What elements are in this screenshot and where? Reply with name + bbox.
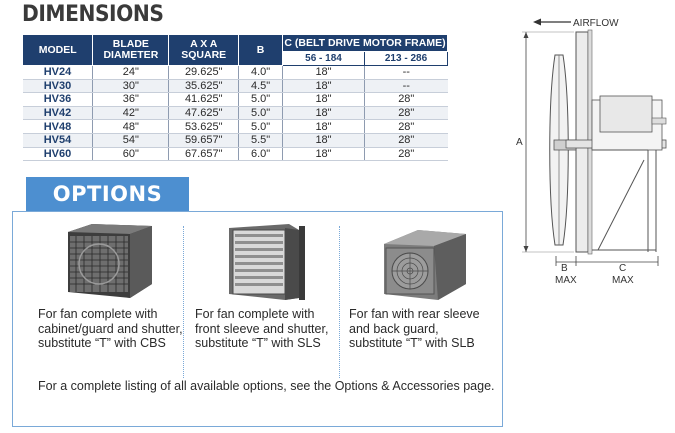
dim-b-label: B [561,263,568,274]
header-model: MODEL [23,35,93,66]
airflow-label: AIRFLOW [573,18,619,29]
front-sleeve-fan-image [225,222,309,302]
cell-b: 5.5" [239,133,283,147]
dim-c-max-label: MAX [612,275,634,286]
cell-axa: 67.657" [169,147,239,161]
cell-blade: 36" [93,93,169,107]
header-c: C (BELT DRIVE MOTOR FRAME) [283,35,448,52]
page-title: DIMENSIONS [22,2,164,27]
cell-c2: 28" [365,120,448,134]
options-divider [183,226,184,378]
header-c-213-286: 213 - 286 [365,52,448,66]
cell-axa: 59.657" [169,133,239,147]
cell-b: 5.0" [239,93,283,107]
table-row [23,133,448,147]
cell-c1: 18" [283,93,365,107]
cell-blade: 24" [93,66,169,80]
airflow-arrow-head [533,19,541,26]
cell-model: HV24 [23,66,93,80]
cell-blade: 54" [93,133,169,147]
cell-c1: 18" [283,66,365,80]
cell-c2: 28" [365,93,448,107]
cell-c1: 18" [283,79,365,93]
cell-b: 4.0" [239,66,283,80]
header-blade-diameter: BLADE DIAMETER [93,35,169,66]
cell-model: HV36 [23,93,93,107]
cell-b: 5.0" [239,120,283,134]
cell-model: HV60 [23,147,93,161]
cell-c2: -- [365,79,448,93]
option-text-sls: For fan complete with front sleeve and shutter, substitute “T” with SLS [195,307,329,351]
cell-c2: 28" [365,133,448,147]
cell-model: HV30 [23,79,93,93]
table-row [23,93,448,107]
cabinet-guard-fan-image [60,222,156,302]
cell-axa: 41.625" [169,93,239,107]
cell-b: 5.0" [239,106,283,120]
dim-a-label: A [516,137,523,148]
cell-blade: 42" [93,106,169,120]
header-axa-square: A X A SQUARE [169,35,239,66]
cell-c2: 28" [365,147,448,161]
cell-model: HV54 [23,133,93,147]
table-row [23,147,448,161]
cell-axa: 29.625" [169,66,239,80]
dimensions-table [22,34,448,161]
cell-blade: 30" [93,79,169,93]
option-text-slb: For fan with rear sleeve and back guard, substitute “T” with SLB [349,307,480,351]
cell-c2: -- [365,66,448,80]
fan-dimension-diagram [508,0,675,300]
cell-model: HV48 [23,120,93,134]
cell-c1: 18" [283,133,365,147]
cell-axa: 35.625" [169,79,239,93]
cell-c1: 18" [283,120,365,134]
cell-blade: 48" [93,120,169,134]
cell-c1: 18" [283,147,365,161]
dim-c-label: C [619,263,627,274]
cell-b: 4.5" [239,79,283,93]
table-row [23,79,448,93]
option-text-cbs: For fan complete with cabinet/guard and shutter, substitute “T” with CBS [38,307,183,351]
cell-axa: 47.625" [169,106,239,120]
cell-c2: 28" [365,106,448,120]
cell-axa: 53.625" [169,120,239,134]
table-row [23,66,448,80]
rear-sleeve-fan-image [378,226,470,304]
options-note: For a complete listing of all available options, see the Options & Accessories page. [38,379,495,393]
table-row [23,106,448,120]
header-b: B [239,35,283,66]
header-c-56-184: 56 - 184 [283,52,365,66]
cell-b: 6.0" [239,147,283,161]
options-heading: OPTIONS [26,177,189,211]
cell-model: HV42 [23,106,93,120]
table-row [23,120,448,134]
cell-c1: 18" [283,106,365,120]
options-divider [339,226,340,378]
cell-blade: 60" [93,147,169,161]
dim-b-max-label: MAX [555,275,577,286]
